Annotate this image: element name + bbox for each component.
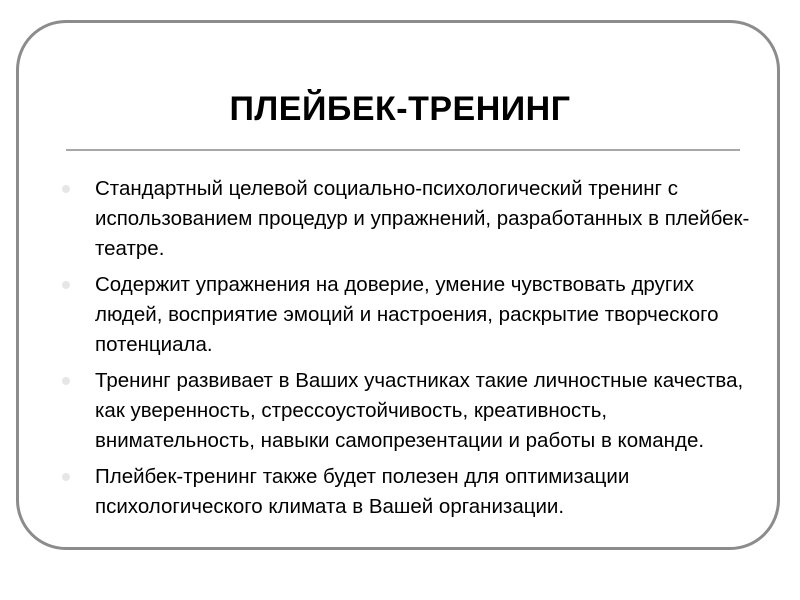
bullet-dot-icon <box>62 473 70 481</box>
bullet-list <box>62 174 762 528</box>
slide-title: ПЛЕЙБЕК-ТРЕНИНГ <box>229 90 571 128</box>
bullet-text: Плейбек-тренинг также будет полезен для оптимизации психологического климата в Вашей организации. <box>95 465 630 518</box>
bullet-dot-icon <box>62 185 70 193</box>
bullet-text: Стандартный целевой социально-психологический тренинг с использованием процедур и упражнений, разработанных в плейбек-театре. <box>95 177 750 260</box>
bullet-item <box>62 462 762 522</box>
bullet-item <box>62 174 762 264</box>
bullet-text: Содержит упражнения на доверие, умение чувствовать других людей, восприятие эмоций и настроения, раскрытие творческого потенциала. <box>95 273 719 356</box>
bullet-dot-icon <box>62 377 70 385</box>
bullet-item <box>62 270 762 360</box>
bullet-dot-icon <box>62 281 70 289</box>
bullet-item <box>62 366 762 456</box>
bullet-text: Тренинг развивает в Ваших участниках такие личностные качества, как уверенность, стрессоустойчивость, креативность, внимательность, навыки самопрезентации и работы в команде. <box>95 369 744 452</box>
title-divider <box>66 149 740 151</box>
